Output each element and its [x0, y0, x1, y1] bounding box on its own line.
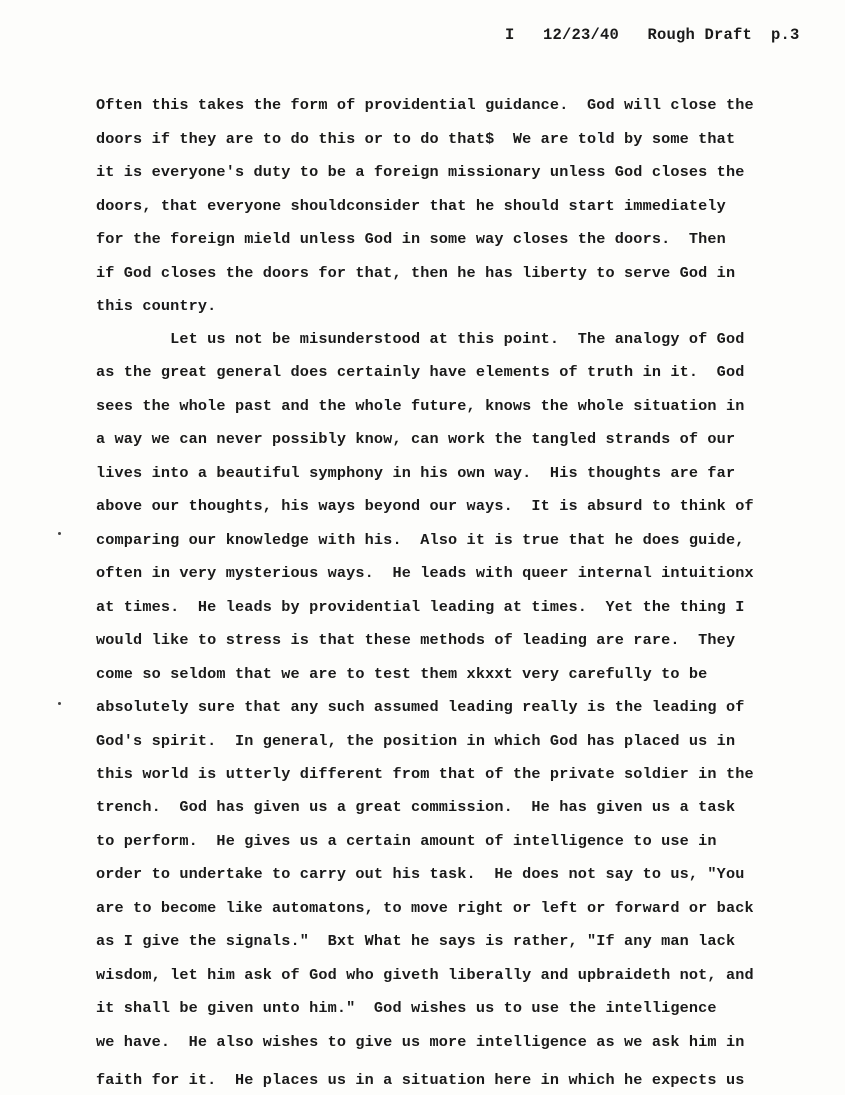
page-header: I 12/23/40 Rough Draft p.3 [505, 26, 800, 44]
text-line-15: often in very mysterious ways. He leads with queer internal intuitionx [96, 564, 754, 582]
paper-speck [58, 702, 61, 705]
text-line-10: sees the whole past and the whole future, knows the whole situation in [96, 397, 745, 415]
text-line-23: to perform. He gives us a certain amount of intelligence to use in [96, 832, 717, 850]
text-line-18: come so seldom that we are to test them xkxxt very carefully to be [96, 665, 708, 683]
text-line-19: absolutely sure that any such assumed leading really is the leading of [96, 698, 745, 716]
text-line-2: doors if they are to do this or to do that$ We are told by some that [96, 130, 736, 148]
text-line-27: wisdom, let him ask of God who giveth liberally and upbraideth not, and [96, 966, 754, 984]
text-line-4: doors, that everyone shouldconsider that he should start immediately [96, 197, 726, 215]
text-line-29: we have. He also wishes to give us more intelligence as we ask him in [96, 1033, 745, 1051]
text-line-1: Often this takes the form of providential guidance. God will close the [96, 96, 754, 114]
text-line-11: a way we can never possibly know, can work the tangled strands of our [96, 430, 736, 448]
text-line-16: at times. He leads by providential leading at times. Yet the thing I [96, 598, 745, 616]
text-line-17: would like to stress is that these methods of leading are rare. They [96, 631, 736, 649]
text-line-12: lives into a beautiful symphony in his own way. His thoughts are far [96, 464, 736, 482]
text-line-7: this country. [96, 297, 217, 315]
text-line-8: Let us not be misunderstood at this point. The analogy of God [96, 330, 745, 348]
text-line-22: trench. God has given us a great commission. He has given us a task [96, 798, 736, 816]
text-line-13: above our thoughts, his ways beyond our ways. It is absurd to think of [96, 497, 754, 515]
text-line-9: as the great general does certainly have elements of truth in it. God [96, 363, 745, 381]
text-line-14: comparing our knowledge with his. Also it is true that he does guide, [96, 531, 745, 549]
text-line-30: faith for it. He places us in a situation here in which he expects us [96, 1071, 745, 1089]
text-line-5: for the foreign mield unless God in some way closes the doors. Then [96, 230, 726, 248]
text-line-6: if God closes the doors for that, then he has liberty to serve God in [96, 264, 736, 282]
paper-speck [58, 532, 61, 535]
text-line-3: it is everyone's duty to be a foreign missionary unless God closes the [96, 163, 745, 181]
text-line-26: as I give the signals." Bxt What he says is rather, "If any man lack [96, 932, 736, 950]
text-line-21: this world is utterly different from that of the private soldier in the [96, 765, 754, 783]
text-line-24: order to undertake to carry out his task. He does not say to us, "You [96, 865, 745, 883]
text-line-28: it shall be given unto him." God wishes us to use the intelligence [96, 999, 717, 1017]
text-line-25: are to become like automatons, to move right or left or forward or back [96, 899, 754, 917]
text-line-20: God's spirit. In general, the position in which God has placed us in [96, 732, 736, 750]
